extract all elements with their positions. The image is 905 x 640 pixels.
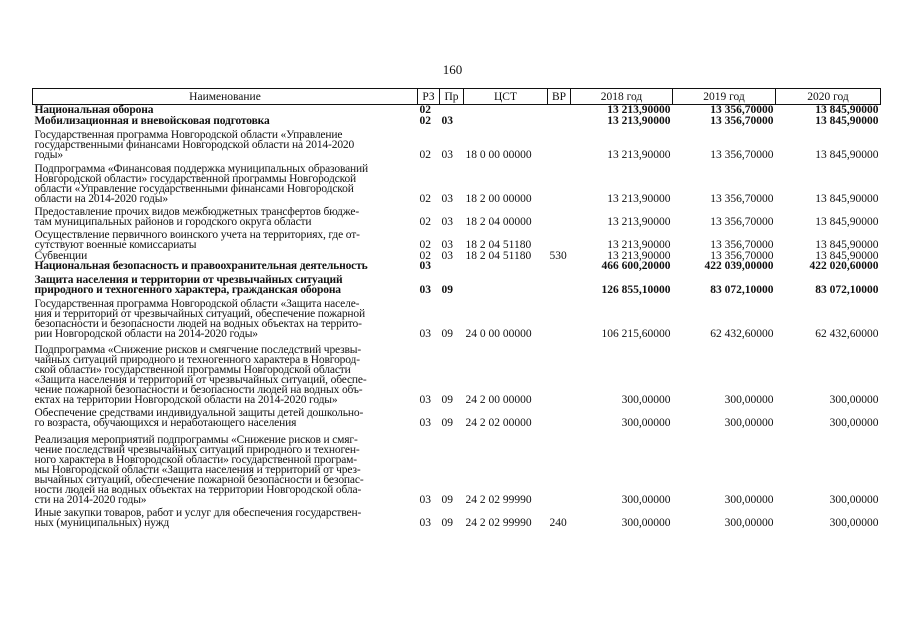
row-pr: 03 (441, 216, 453, 228)
table-row (33, 405, 881, 428)
row-vr: 240 (549, 517, 567, 529)
header-2020: 2020 год (776, 89, 881, 105)
row-pr: 09 (441, 284, 453, 296)
row-cst: 24 2 02 99990 (465, 517, 532, 529)
row-pr: 03 (441, 149, 453, 161)
row-2018: 13 213,90000 (607, 149, 671, 161)
row-2020: 83 072,10000 (815, 284, 879, 296)
table-row (33, 339, 881, 405)
row-vr: 530 (549, 250, 567, 262)
row-rz: 02 (419, 239, 431, 251)
table-row (33, 116, 881, 127)
row-2019: 83 072,10000 (710, 284, 774, 296)
row-vr (548, 405, 571, 428)
table-row (33, 261, 881, 272)
row-2020: 13 845,90000 (815, 239, 879, 251)
table-row (33, 272, 881, 295)
row-rz: 02 (419, 193, 431, 205)
row-rz: 03 (419, 394, 431, 406)
row-name: Национальная безопасность и правоохранительная деятельность (34, 260, 368, 272)
row-cst: 24 2 02 99990 (465, 494, 532, 506)
row-rz: 02 (419, 250, 431, 262)
row-2020: 422 020,60000 (809, 260, 879, 272)
row-rz: 03 (419, 328, 431, 340)
row-vr (548, 116, 571, 127)
row-2018: 13 213,90000 (607, 193, 671, 205)
row-name: Подпрограмма «Снижение рисков и смягчение последствий чрезвы- чайных ситуаций природного и техногенного характера в Новгород- ской области» государственной программы Новгородской области «Защита населения и территорий от чрезвычайных ситуаций, обеспе- чение пожарной безопасности и безопасности людей на водных объ- ектах на территории Новгородской области на 2014-2020 годы» (34, 344, 367, 406)
row-rz: 03 (419, 417, 431, 429)
row-2019: 13 356,70000 (710, 104, 774, 116)
header-rz: РЗ (418, 89, 440, 105)
row-2020: 300,00000 (829, 417, 879, 429)
header-2019: 2019 год (673, 89, 776, 105)
table-row (33, 227, 881, 250)
row-2020: 62 432,60000 (815, 328, 879, 340)
row-2018: 466 600,20000 (601, 260, 671, 272)
row-name: Государственная программа Новгородской области «Управление государственными финансами Новгородской области на 2014-2020 годы» (34, 129, 355, 161)
row-pr: 03 (441, 250, 453, 262)
table-row (33, 127, 881, 160)
row-rz: 03 (419, 517, 431, 529)
row-pr: 09 (441, 328, 453, 340)
row-2019: 62 432,60000 (710, 328, 774, 340)
row-pr: 09 (441, 417, 453, 429)
row-cst: 24 2 00 00000 (465, 394, 532, 406)
page-number: 160 (442, 62, 463, 77)
row-2020: 13 845,90000 (815, 149, 879, 161)
row-name: Мобилизационная и вневойсковая подготовка (34, 115, 270, 127)
row-cst (464, 272, 548, 295)
row-vr (548, 227, 571, 250)
row-vr (548, 428, 571, 505)
row-pr: 03 (441, 239, 453, 251)
row-vr (548, 204, 571, 227)
row-2019: 300,00000 (724, 494, 774, 506)
header-2018: 2018 год (571, 89, 673, 105)
row-name: Реализация мероприятий подпрограммы «Снижение рисков и смяг- чение последствий чрезвычайных ситуаций природного и техноген- ного характера в Новгородской области» государственной програм- мы Новгородской области «Защита населения и территорий от чрез- вычайных ситуаций, обеспечение пожарной безопасности и безопас- ности людей на водных объектах на территории Новгородской обла- сти на 2014-2020 годы» (34, 434, 364, 506)
row-rz: 03 (419, 260, 431, 272)
row-2020: 300,00000 (829, 494, 879, 506)
row-name: Государственная программа Новгородской области «Защита населе- ния и территорий от чрезвычайных ситуаций, обеспечение пожарной безопасности и безопасности людей на водных объектах на террито- рии Новгородской области на 2014-2020 годы» (34, 298, 366, 340)
row-vr (548, 339, 571, 405)
row-2018: 300,00000 (621, 494, 671, 506)
row-vr (548, 127, 571, 160)
row-2018: 13 213,90000 (607, 115, 671, 127)
row-pr: 09 (441, 494, 453, 506)
row-2018: 106 215,60000 (601, 328, 671, 340)
row-name: Защита населения и территории от чрезвычайных ситуаций природного и техногенного характера, гражданская оборона (34, 274, 343, 296)
row-2020: 300,00000 (829, 517, 879, 529)
row-2018: 13 213,90000 (607, 104, 671, 116)
table-row (33, 204, 881, 227)
row-2019: 300,00000 (724, 394, 774, 406)
row-2019: 13 356,70000 (710, 193, 774, 205)
row-rz: 02 (419, 216, 431, 228)
row-2019: 13 356,70000 (710, 149, 774, 161)
row-cst: 24 0 00 00000 (465, 328, 532, 340)
row-2018: 126 855,10000 (601, 284, 671, 296)
row-2020: 13 845,90000 (815, 104, 879, 116)
row-2018: 300,00000 (621, 394, 671, 406)
row-rz: 03 (419, 284, 431, 296)
row-2020: 13 845,90000 (815, 250, 879, 262)
row-2018: 300,00000 (621, 517, 671, 529)
row-2019: 13 356,70000 (710, 216, 774, 228)
table-row (33, 428, 881, 505)
row-cst: 24 2 02 00000 (465, 417, 532, 429)
header-vr: ВР (548, 89, 571, 105)
row-rz: 03 (419, 494, 431, 506)
row-2020: 13 845,90000 (815, 193, 879, 205)
row-cst: 18 2 04 51180 (465, 250, 532, 262)
row-2019: 13 356,70000 (710, 239, 774, 251)
row-pr: 09 (441, 394, 453, 406)
row-name: Иные закупки товаров, работ и услуг для обеспечения государствен- ных (муниципальных) нужд (34, 507, 362, 529)
row-2019: 13 356,70000 (710, 250, 774, 262)
budget-table (32, 88, 881, 528)
row-rz: 02 (419, 104, 431, 116)
row-2018: 13 213,90000 (607, 250, 671, 262)
row-pr: 03 (441, 115, 453, 127)
row-cst: 18 2 04 00000 (465, 216, 532, 228)
table-row (33, 160, 881, 204)
row-vr (548, 105, 571, 117)
row-vr (548, 261, 571, 272)
row-pr (440, 261, 464, 272)
row-2020: 13 845,90000 (815, 115, 879, 127)
row-2019: 13 356,70000 (710, 115, 774, 127)
row-name: Субвенции (34, 250, 88, 262)
row-cst (464, 261, 548, 272)
row-cst: 18 0 00 00000 (465, 149, 532, 161)
row-name: Предоставление прочих видов межбюджетных трансфертов бюдже- там муниципальных районов и городского округа области (34, 206, 359, 228)
row-cst: 18 2 00 00000 (465, 193, 532, 205)
row-cst: 18 2 04 51180 (465, 239, 532, 251)
row-2019: 300,00000 (724, 417, 774, 429)
row-2018: 13 213,90000 (607, 239, 671, 251)
row-pr: 03 (441, 193, 453, 205)
header-pr: Пр (440, 89, 464, 105)
header-name: Наименование (33, 89, 418, 105)
header-cst: ЦСТ (464, 89, 548, 105)
row-name: Осуществление первичного воинского учета на территориях, где от- сутствуют военные комиссариаты (34, 229, 360, 251)
row-name: Подпрограмма «Финансовая поддержка муниципальных образований Новгородской области» государственной программы Новгородской области «Управление государственными финансами Новгородской области на 2014-2020 годы» (34, 163, 369, 205)
row-vr (548, 272, 571, 295)
row-2018: 300,00000 (621, 417, 671, 429)
row-rz: 02 (419, 115, 431, 127)
table-row (33, 505, 881, 528)
row-cst (464, 116, 548, 127)
row-2019: 422 039,00000 (704, 260, 774, 272)
row-2020: 300,00000 (829, 394, 879, 406)
row-2019: 300,00000 (724, 517, 774, 529)
row-vr (548, 295, 571, 339)
row-name: Обеспечение средствами индивидуальной защиты детей дошкольно- го возраста, обучающихся и неработающего населения (34, 407, 364, 429)
row-2020: 13 845,90000 (815, 216, 879, 228)
table-header-row (33, 89, 881, 105)
row-name: Национальная оборона (34, 104, 154, 116)
row-vr (548, 160, 571, 204)
row-rz: 02 (419, 149, 431, 161)
row-cst (464, 105, 548, 117)
row-2018: 13 213,90000 (607, 216, 671, 228)
table-row (33, 295, 881, 339)
row-pr: 09 (441, 517, 453, 529)
